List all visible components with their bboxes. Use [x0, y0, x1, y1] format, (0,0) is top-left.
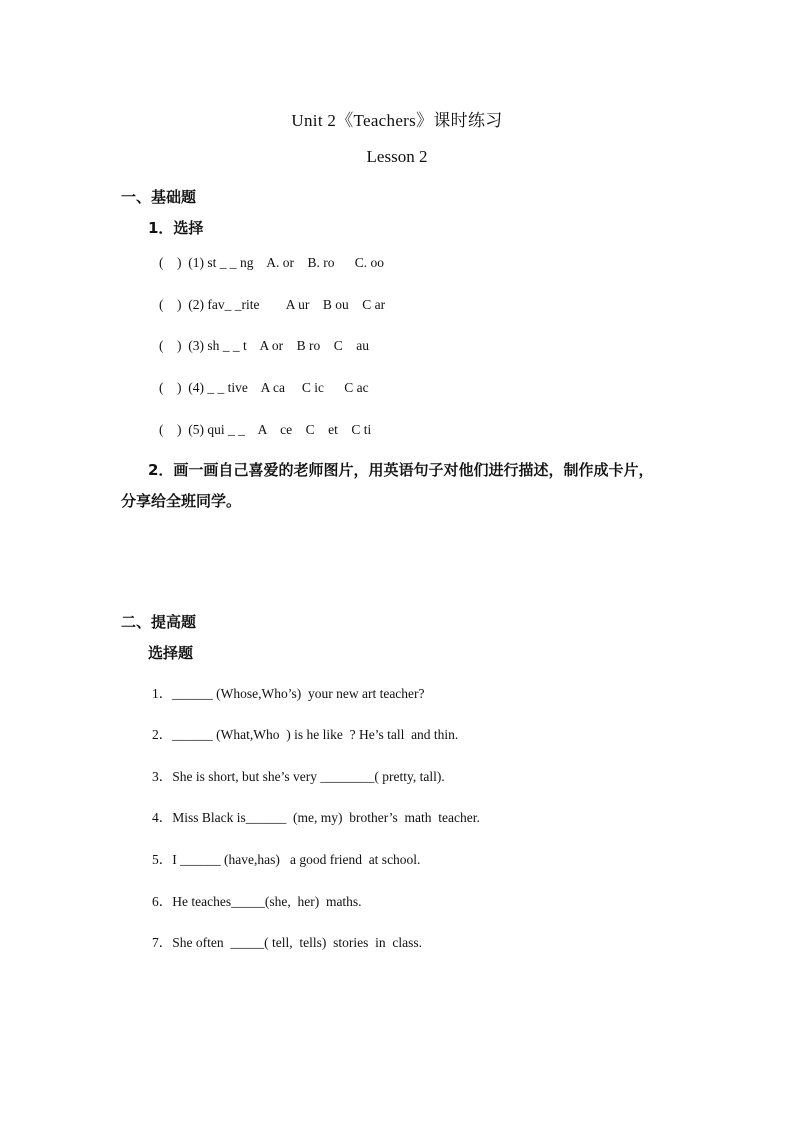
task-choose-heading: 1．选择 — [148, 219, 204, 237]
question-6: 6．He teaches_____(she, her) maths. — [152, 894, 362, 909]
drawing-task-instructions: 2．画一画自己喜爱的老师图片，用英语句子对他们进行描述，制作成卡片，分享给全班同学。 — [121, 461, 654, 510]
lesson-subtitle: Lesson 2 — [366, 147, 428, 166]
choice-item-4: ( ) (4) _ _ tive A ca C ic C ac — [159, 380, 369, 395]
choice-item-1: ( ) (1) st _ _ ng A. or B. ro C. oo — [159, 255, 384, 270]
page-title: Unit 2《Teachers》课时练习 — [291, 111, 503, 130]
question-7: 7．She often _____( tell, tells) stories in class. — [152, 935, 422, 950]
question-5: 5．I ______ (have,has) a good friend at school. — [152, 852, 421, 867]
question-1: 1．______ (Whose,Who’s) your new art teacher? — [152, 686, 425, 701]
choice-item-3: ( ) (3) sh _ _ t A or B ro C au — [159, 338, 369, 353]
question-4: 4．Miss Black is______ (me, my) brother’s math teacher. — [152, 810, 480, 825]
choice-item-5: ( ) (5) qui _ _ A ce C et C ti — [159, 422, 372, 437]
task-multiple-choice-heading: 选择题 — [148, 644, 194, 662]
section-advanced-heading: 二、提高题 — [121, 613, 197, 631]
choice-item-2: ( ) (2) fav_ _rite A ur B ou C ar — [159, 297, 386, 312]
section-basic-heading: 一、基础题 — [121, 188, 197, 206]
question-3: 3．She is short, but she’s very ________( pretty, tall). — [152, 769, 445, 784]
question-2: 2．______ (What,Who ) is he like ? He’s tall and thin. — [152, 727, 459, 742]
